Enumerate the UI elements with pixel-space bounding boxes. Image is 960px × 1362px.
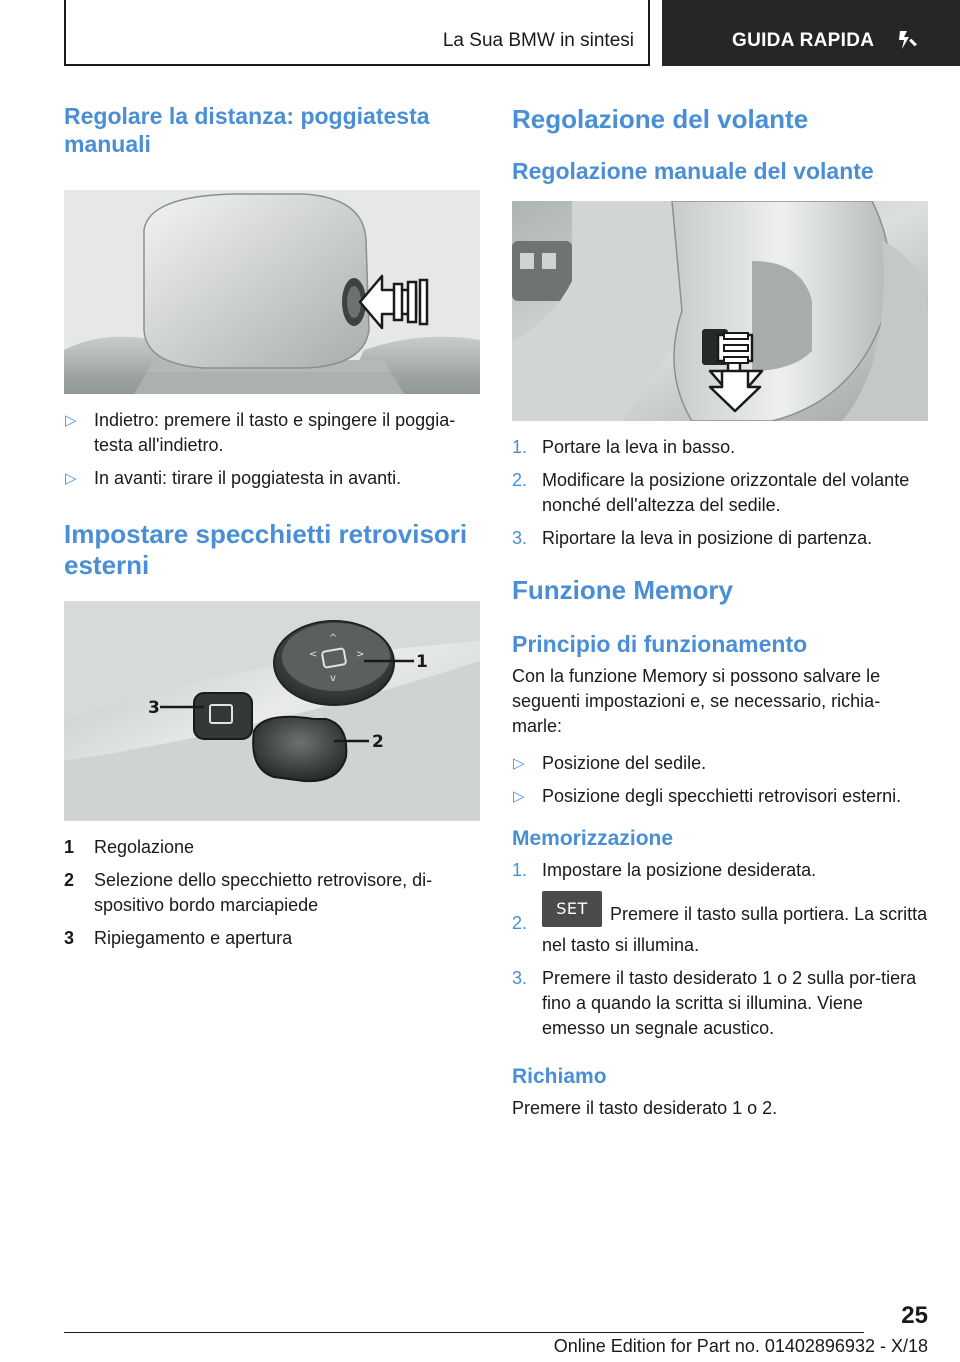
footer-rule [64, 1332, 864, 1333]
steering-heading: Regolazione del volante [512, 104, 809, 134]
list-item: 3. Premere il tasto desiderato 1 o 2 sulla por‐tiera fino a quando la scritta si illumina. Viene emesso un segnale acustico. [512, 968, 917, 1038]
list-item: ▷ Posizione degli specchietti retrovisori esterni. [512, 784, 928, 809]
header-rule-bottom [64, 64, 650, 66]
list-item: 1. Impostare la posizione desiderata. [512, 860, 817, 880]
list-item: ▷ Indietro: premere il tasto e spingere il poggia‐testa all'indietro. [65, 410, 456, 455]
list-item: 2. SET Premere il tasto sulla portiera. La scritta nel tasto si illumina. [512, 897, 928, 958]
list-item: 2. Modificare la posizione orizzontale del volante nonché dell'altezza del sedile. [512, 470, 910, 515]
left-column [64, 100, 480, 959]
steering-steps [512, 435, 928, 551]
callout-2: 2 [372, 732, 384, 752]
mirrors-heading: Impostare specchietti retrovisori esterni [64, 519, 468, 580]
recall-text: Premere il tasto desiderato 1 o 2. [512, 1098, 778, 1118]
list-item: ▷ In avanti: tirare il poggiatesta in avanti. [64, 466, 480, 491]
guida-rapida-label: GUIDA RAPIDA [732, 30, 875, 51]
list-item: 1 Regolazione [64, 837, 195, 857]
list-item: 3. Riportare la leva in posizione di partenza. [512, 528, 873, 548]
steering-figure [512, 201, 928, 421]
header-rule-divider [648, 0, 650, 66]
mirror-controls-figure [64, 601, 480, 821]
memory-heading: Funzione Memory [512, 575, 734, 605]
list-item: 1. Portare la leva in basso. [512, 437, 736, 457]
guida-rapida-tab[interactable] [662, 0, 960, 66]
page-number: 25 [901, 1302, 928, 1329]
quick-guide-icon [896, 28, 920, 52]
svg-text:>: > [356, 649, 365, 660]
svg-text:v: v [330, 673, 336, 684]
principle-heading: Principio di funzionamento [512, 631, 808, 657]
triangle-bullet-icon: ▷ [65, 470, 77, 487]
store-steps [512, 858, 928, 1041]
svg-text:<: < [309, 649, 318, 660]
edition-text: Online Edition for Part no. 01402896932 - X/18 [553, 1336, 928, 1356]
list-item: 3 Ripiegamento e apertura [64, 928, 293, 948]
callout-1: 1 [416, 652, 428, 672]
set-button-icon: SET [542, 891, 602, 927]
triangle-bullet-icon: ▷ [513, 788, 525, 805]
triangle-bullet-icon: ▷ [65, 412, 77, 429]
header-rule-left [64, 0, 66, 66]
list-item: 2 Selezione dello specchietto retrovisore, di‐spositivo bordo marciapiede [64, 870, 433, 915]
list-item: ▷ Posizione del sedile. [512, 751, 928, 776]
right-column [512, 100, 928, 1121]
recall-heading: Richiamo [512, 1065, 607, 1088]
memory-bullets [512, 751, 928, 809]
svg-text:^: ^ [329, 633, 338, 644]
section-title: La Sua BMW in sintesi [442, 30, 634, 51]
triangle-bullet-icon: ▷ [513, 755, 525, 772]
callout-3: 3 [148, 698, 160, 718]
headrest-bullets [64, 408, 480, 491]
steering-subheading: Regolazione manuale del volante [512, 158, 874, 184]
headrest-figure [64, 190, 480, 394]
principle-text: Con la funzione Memory si possono salvare le seguenti impostazioni e, se necessario, richia‐marle: [512, 666, 881, 736]
store-heading: Memorizzazione [512, 827, 674, 850]
headrest-heading: Regolare la distanza: poggiatesta manuali [64, 103, 430, 157]
mirror-legend [64, 835, 480, 951]
